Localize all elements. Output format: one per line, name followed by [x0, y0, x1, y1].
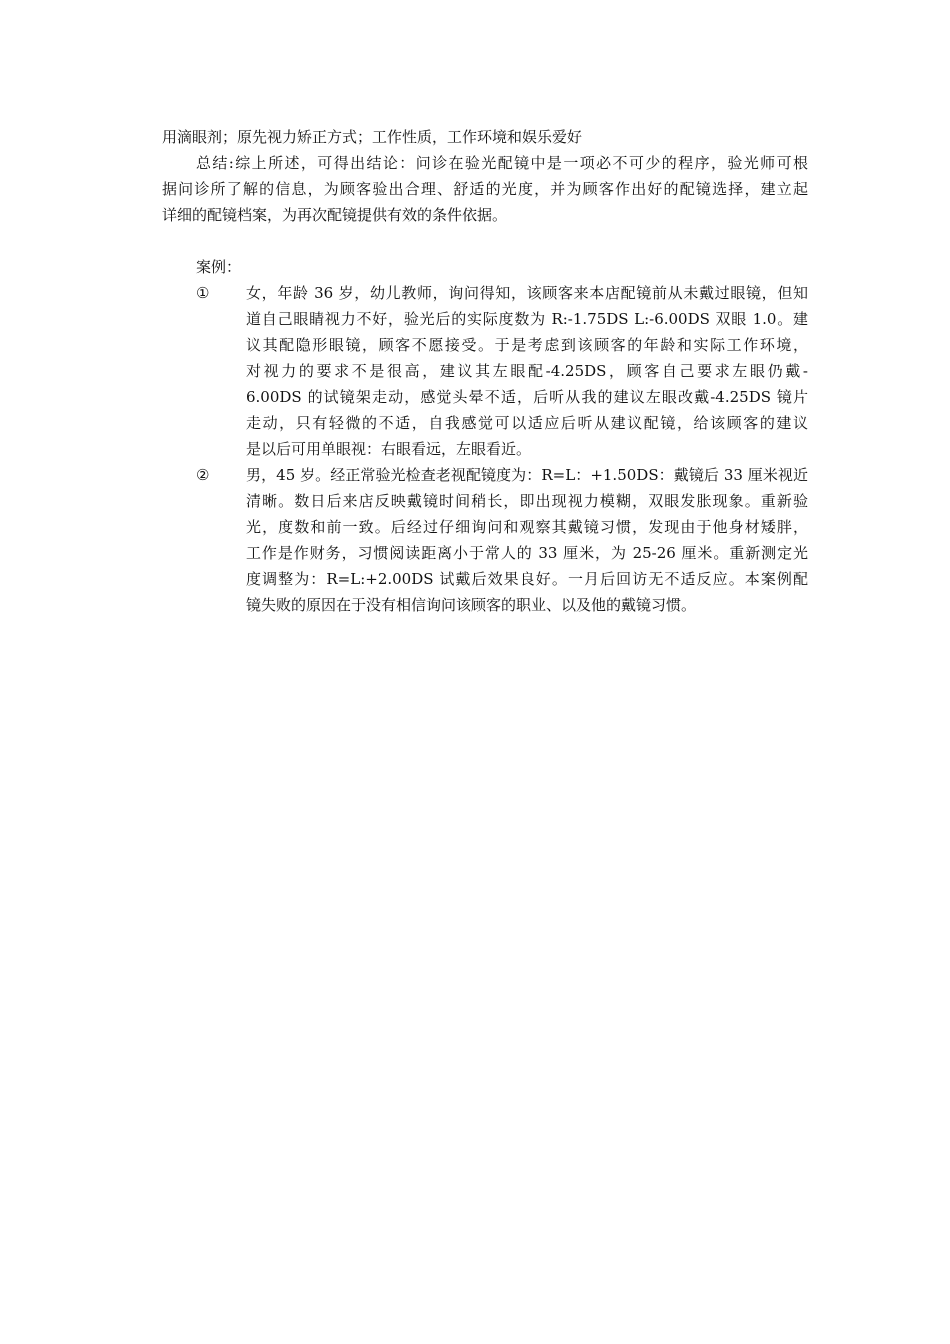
intro-line: 用滴眼剂；原先视力矫正方式；工作性质，工作环境和娱乐爱好: [162, 128, 583, 146]
case-line: 是以后可用单眼视：右眼看远，左眼看近。: [246, 440, 532, 458]
case-line: 议其配隐形眼镜，顾客不愿接受。于是考虑到该顾客的年龄和实际工作环境，: [246, 336, 808, 354]
case-line: 光，度数和前一致。后经过仔细询问和观察其戴镜习惯，发现由于他身材矮胖，: [246, 518, 808, 536]
case-line: 男，45 岁。经正常验光检查老视配镜度为：R=L：+1.50DS：戴镜后 33 厘米视近: [246, 466, 808, 484]
case-item: [162, 280, 808, 462]
case-item: [162, 462, 808, 618]
summary-paragraph: [162, 150, 808, 228]
summary-line: 总结:综上所述，可得出结论：问诊在验光配镜中是一项必不可少的程序，验光师可根: [196, 154, 808, 172]
case-marker: ①: [196, 284, 210, 302]
case-line: 走动，只有轻微的不适，自我感觉可以适应后听从建议配镜，给该顾客的建议: [246, 414, 808, 432]
cases-heading: 案例：: [196, 258, 242, 276]
summary-line: 据问诊所了解的信息，为顾客验出合理、舒适的光度，并为顾客作出好的配镜选择，建立起: [162, 180, 808, 198]
case-line: 女，年龄 36 岁，幼儿教师，询问得知，该顾客来本店配镜前从未戴过眼镜，但知: [246, 284, 808, 302]
paragraph-spacer: [162, 228, 808, 254]
case-line: 镜失败的原因在于没有相信询问该顾客的职业、以及他的戴镜习惯。: [246, 596, 697, 614]
case-text: [246, 462, 808, 618]
case-line: 清晰。数日后来店反映戴镜时间稍长，即出现视力模糊，双眼发胀现象。重新验: [246, 492, 808, 510]
case-text: [246, 280, 808, 462]
case-line: 6.00DS 的试镜架走动，感觉头晕不适，后听从我的建议左眼改戴-4.25DS 镜片: [246, 388, 808, 406]
case-line: 道自己眼睛视力不好，验光后的实际度数为 R:-1.75DS L:-6.00DS 双眼 1.0。建: [246, 310, 808, 328]
case-line: 对视力的要求不是很高，建议其左眼配-4.25DS，顾客自己要求左眼仍戴-: [246, 362, 808, 380]
case-marker: ②: [196, 466, 210, 484]
summary-line: 详细的配镜档案，为再次配镜提供有效的条件依据。: [162, 206, 508, 224]
document-body: [162, 124, 808, 618]
case-line: 工作是作财务，习惯阅读距离小于常人的 33 厘米，为 25-26 厘米。重新测定光: [246, 544, 808, 562]
case-line: 度调整为：R=L:+2.00DS 试戴后效果良好。一月后回访无不适反应。本案例配: [246, 570, 808, 588]
